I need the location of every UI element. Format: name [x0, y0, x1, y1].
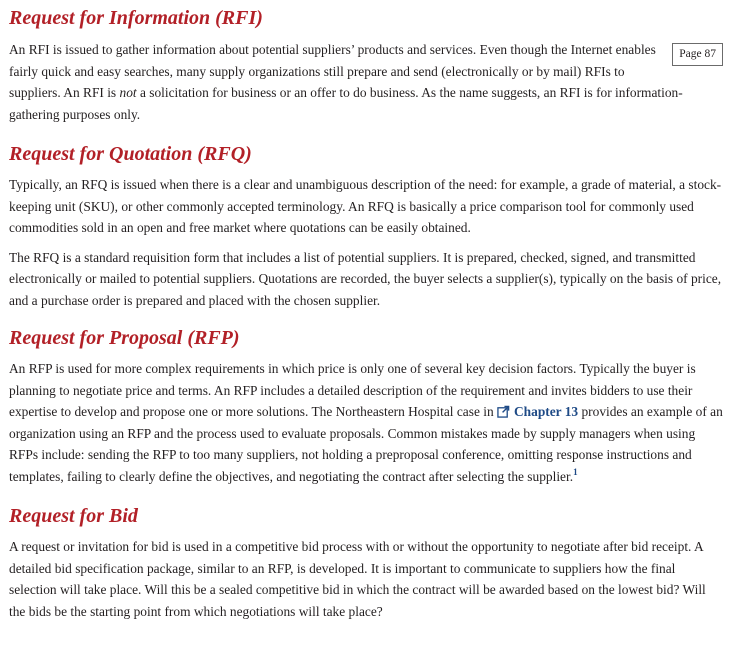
rfq-paragraph-2: The RFQ is a standard requisition form that includes a list of potential suppliers. It is prepared, checked, signed, and transmitted electronically or mailed to potential suppliers. Quotations are recorded, the buyer selects a supplier(s), typically on the basis of price, and a purchase order is prepared and placed with the chosen supplier.	[9, 249, 722, 308]
footnote-marker[interactable]: 1	[573, 466, 578, 477]
rfp-text-end: provides an example of an organization using an RFP and the process used to evaluate proposals. Common mistakes made by supply managers when using RFPs include: sending the RFP to too many suppliers, not holding a preproposal conference, omitting response instructions and templates, failing to clearly define the objectives, and negotiating the contract after selecting the supplier.	[9, 404, 723, 484]
chapter-13-link[interactable]	[497, 404, 578, 419]
rfp-heading: Request for Proposal (RFP)	[9, 327, 240, 349]
rfq-paragraph-1: Typically, an RFQ is issued when there is a clear and unambiguous description of the need: for example, a grade of material, a stock-keeping unit (SKU), or other commonly accepted terminology. An RFQ is basically a price comparison tool for commonly used commodities sold in an open and free market where quotations can be easily obtained.	[9, 177, 722, 235]
external-link-icon	[497, 405, 510, 418]
rfi-heading: Request for Information (RFI)	[9, 7, 263, 29]
rfi-text-end: a solicitation for business or an offer to do business. As the name suggests, an RFI is for information-gathering purposes only.	[9, 85, 683, 122]
chapter-13-link-label: Chapter 13	[514, 404, 579, 419]
page-marker: Page 87	[672, 43, 723, 66]
rfi-text-emphasis: not	[119, 85, 137, 100]
rfp-text-start: An RFP is used for more complex requirements in which price is only one of several key decision factors. Typically the buyer is planning to negotiate price and terms. An RFP includes a detailed description of the requirement and invites bidders to use their expertise to develop and propose one or more solutions. The Northeastern Hospital case in	[9, 361, 696, 419]
rfp-paragraph	[9, 358, 723, 487]
rfb-heading: Request for Bid	[9, 505, 138, 527]
rfq-heading: Request for Quotation (RFQ)	[9, 143, 252, 165]
rfi-text-start: An RFI is issued to gather information about potential suppliers’ products and services. Even though the Internet enables fairly quick and easy searches, many supply organizations still prepare and send (electronically or by mail) RFIs to suppliers. An RFI is	[9, 42, 656, 100]
rfb-paragraph: A request or invitation for bid is used in a competitive bid process with or without the opportunity to negotiate after bid receipt. A detailed bid specification package, similar to an RFP, is developed. It is important to communicate to suppliers how the final selection will take place. Will this be a sealed competitive bid in which the contract will be awarded based on the lowest bid? Will the bids be the starting point from which negotiations will take place?	[9, 539, 706, 619]
rfi-paragraph	[9, 39, 723, 125]
